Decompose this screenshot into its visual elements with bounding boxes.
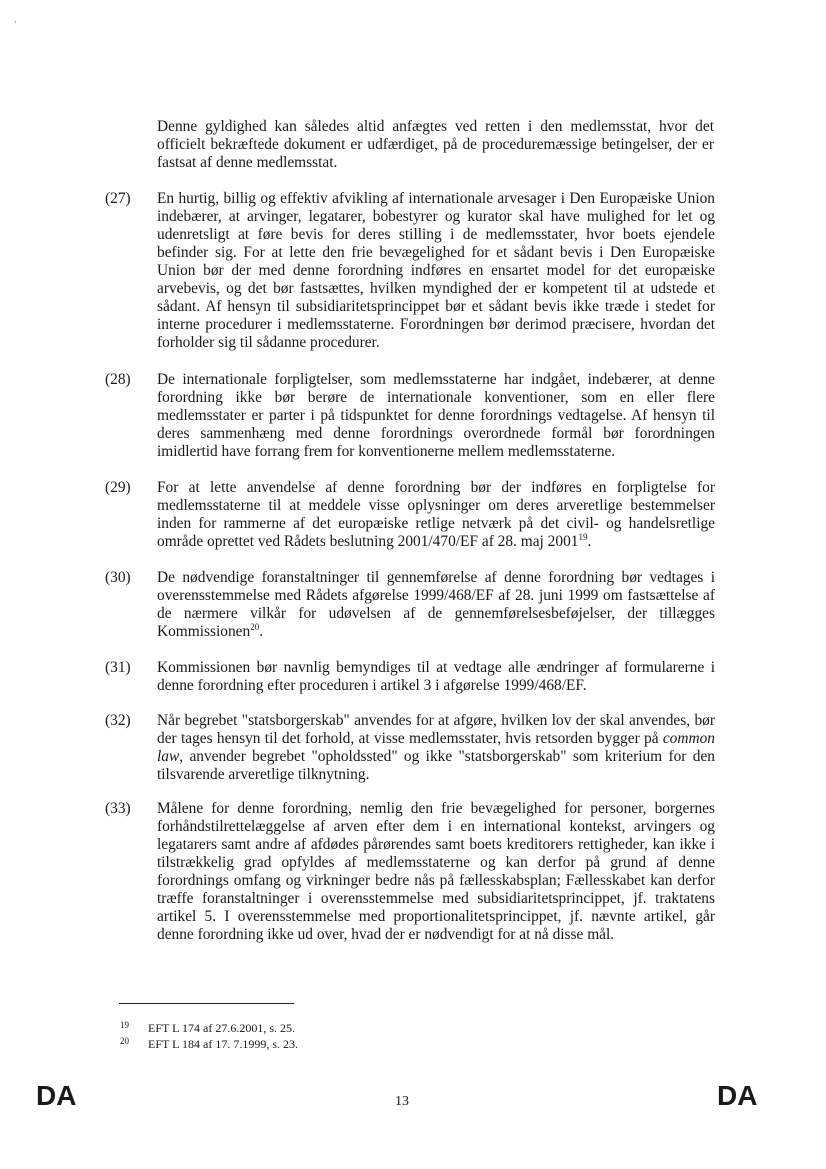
recital-number: (30) bbox=[105, 569, 131, 586]
recital-text bbox=[157, 569, 715, 641]
scan-mark: , bbox=[14, 14, 17, 25]
recital-end: . bbox=[259, 623, 264, 640]
footnote-separator bbox=[119, 1003, 294, 1004]
footnote-number: 20 bbox=[120, 1036, 129, 1046]
footnote-20 bbox=[120, 1037, 298, 1051]
recital-number: (31) bbox=[105, 659, 131, 676]
recital-text: Målene for denne forordning, nemlig den frie bevægelighed for personer, borgernes forhåndstilrettelæggelse af arven efter dem i en international kontekst, arvingers og legatarers samt andre af afdødes pårørendes samt boets kreditorers rettigheder, kan ikke i tilstrækkelig grad opfyldes af medlemsstaterne og kan derfor på grund af denne forordnings omfang og virkninger bedre nås på fællesskabsplan; Fællesskabet kan derfor træffe foranstaltninger i overensstemmelse med subsidiaritetsprincippet, jf. traktatens artikel 5. I overensstemmelse med proportionalitetsprincippet, jf. nævnte artikel, går denne forordning ikke ud over, hvad der er nødvendigt for at nå disse mål. bbox=[157, 800, 715, 943]
footnote-number: 19 bbox=[120, 1020, 129, 1030]
recital-number: (33) bbox=[105, 800, 131, 817]
footnote-ref: 20 bbox=[250, 621, 260, 632]
page-number: 13 bbox=[395, 1094, 409, 1109]
recital-number: (27) bbox=[105, 190, 131, 207]
intro-paragraph: Denne gyldighed kan således altid anfægtes ved retten i den medlemsstat, hvor det officielt bekræftede dokument er udfærdiget, på de proceduremæssige betingelser, der er fastsat af denne medlemsstat. bbox=[157, 118, 714, 171]
recital-text: De internationale forpligtelser, som medlemsstaterne har indgået, indebærer, at denne forordning ikke bør berøre de internationale konventioner, som en eller flere medlemsstater er parter i på tidspunktet for denne forordnings vedtagelse. Af hensyn til deres sammenhæng med denne forordnings overordnede formål bør forordningen imidlertid have forrang frem for konventionerne mellem medlemsstaterne. bbox=[157, 371, 715, 460]
recital-text: Kommissionen bør navnlig bemyndiges til at vedtage alle ændringer af formularerne i denne forordning efter proceduren i artikel 3 i afgørelse 1999/468/EF. bbox=[157, 659, 715, 694]
recital-number: (28) bbox=[105, 371, 131, 388]
recital-body: Når begrebet "statsborgerskab" anvendes for at afgøre, hvilken lov der skal anvendes, bør der tages hensyn til det forhold, at visse medlemsstater, hvis retsorden bygger på bbox=[157, 712, 715, 747]
recital-number: (32) bbox=[105, 712, 131, 729]
recital-end: . bbox=[587, 533, 592, 550]
recital-text bbox=[157, 712, 715, 784]
footnote-19 bbox=[120, 1021, 295, 1035]
language-code-right: DA bbox=[717, 1080, 758, 1111]
footnote-ref: 19 bbox=[578, 531, 588, 542]
recital-32 bbox=[105, 712, 715, 784]
recital-33 bbox=[105, 800, 715, 944]
recital-text bbox=[157, 479, 715, 551]
italic-term: common law bbox=[157, 730, 715, 765]
recital-28 bbox=[105, 371, 715, 461]
language-code-left: DA bbox=[36, 1080, 77, 1111]
footnote-text: EFT L 174 af 27.6.2001, s. 25. bbox=[148, 1021, 295, 1035]
recital-29 bbox=[105, 479, 715, 551]
recital-body: For at lette anvendelse af denne forordning bør der indføres en forpligtelse for medlemsstaterne til at meddele visse oplysninger om deres arveretlige bestemmelser inden for rammerne af det europæiske retlige netværk på det civil- og handelsretlige område oprettet ved Rådets beslutning 2001/470/EF af 28. maj 2001 bbox=[157, 479, 715, 550]
recital-number: (29) bbox=[105, 479, 131, 496]
recital-body: De nødvendige foranstaltninger til gennemførelse af denne forordning bør vedtages i overensstemmelse med Rådets afgørelse 1999/468/EF af 28. juni 1999 om fastsættelse af de nærmere vilkår for udøvelsen af de gennemførelsesbeføjelser, der tillægges Kommissionen bbox=[157, 569, 715, 640]
recital-30 bbox=[105, 569, 715, 641]
recital-text: En hurtig, billig og effektiv afvikling af internationale arvesager i Den Europæiske Union indebærer, at arvinger, legatarer, bobestyrer og kurator skal have mulighed for let og udenretsligt at føre bevis for deres stilling i de medlemsstater, hvor boets ejendele befinder sig. For at lette den frie bevægelighed for et sådant bevis i Den Europæiske Union bør der med denne forordning indføres en ensartet model for det europæiske arvebevis, og det bør fastsættes, hvilken myndighed der er kompetent til at udstede et sådant. Af hensyn til subsidiaritetsprincippet bør et sådant bevis ikke træde i stedet for interne procedurer i medlemsstaterne. Forordningen bør derimod præcisere, hvordan det forholder sig til sådanne procedurer. bbox=[157, 190, 715, 351]
recital-27 bbox=[105, 190, 715, 352]
recital-end: , anvender begrebet "opholdssted" og ikke "statsborgerskab" som kriterium for den tilsvarende arveretlige tilknytning. bbox=[157, 748, 715, 783]
recital-31 bbox=[105, 659, 715, 695]
footnote-text: EFT L 184 af 17. 7.1999, s. 23. bbox=[148, 1037, 298, 1051]
